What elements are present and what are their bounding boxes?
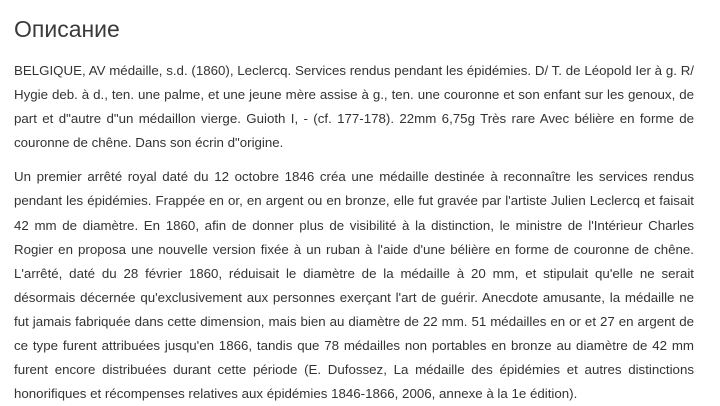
description-paragraph-lot: BELGIQUE, AV médaille, s.d. (1860), Leclercq. Services rendus pendant les épidémies. D/ T. de Léopold Ier à g. R/ Hygie deb. à d., ten. une palme, et une jeune mère assise à g., ten. une couronne et son enfant sur les genoux, de part et d"autre d"un médaillon vierge. Guioth I, - (cf. 177-178). 22mm 6,75g Très rare Avec bélière en forme de couronne de chêne. Dans son écrin d"origine. <box>14 63 694 151</box>
description-paragraph-history: Un premier arrêté royal daté du 12 octobre 1846 créa une médaille destinée à reconnaître les services rendus pendant les épidémies. Frappée en or, en argent ou en bronze, elle fut gravée par l'artiste Julien Leclercq et faisait 42 mm de diamètre. En 1860, afin de donner plus de visibilité à la distinction, le ministre de l'Intérieur Charles Rogier en proposa une nouvelle version fixée à un ruban à l'aide d'une bélière en forme de couronne de chêne. L'arrêté, daté du 28 février 1860, réduisait le diamètre de la médaille à 20 mm, et stipulait qu'elle ne serait désormais décernée qu'exclusivement aux personnes exerçant l'art de guérir. Anecdote amusante, la médaille ne fut jamais fabriquée dans cette dimension, mais bien au diamètre de 22 mm. 51 médailles en or et 27 en argent de ce type furent attribuées jusqu'en 1866, tandis que 78 médailles non portables en bronze au diamètre de 42 mm furent encore distribuées durant cette période (E. Dufossez, La médaille des épidémies et autres distinctions honorifiques et récompenses relatives aux épidémies 1846-1866, 2006, annexe à la 1e édition). <box>14 169 694 402</box>
section-heading: Описание <box>14 16 120 42</box>
description-panel <box>14 0 694 406</box>
